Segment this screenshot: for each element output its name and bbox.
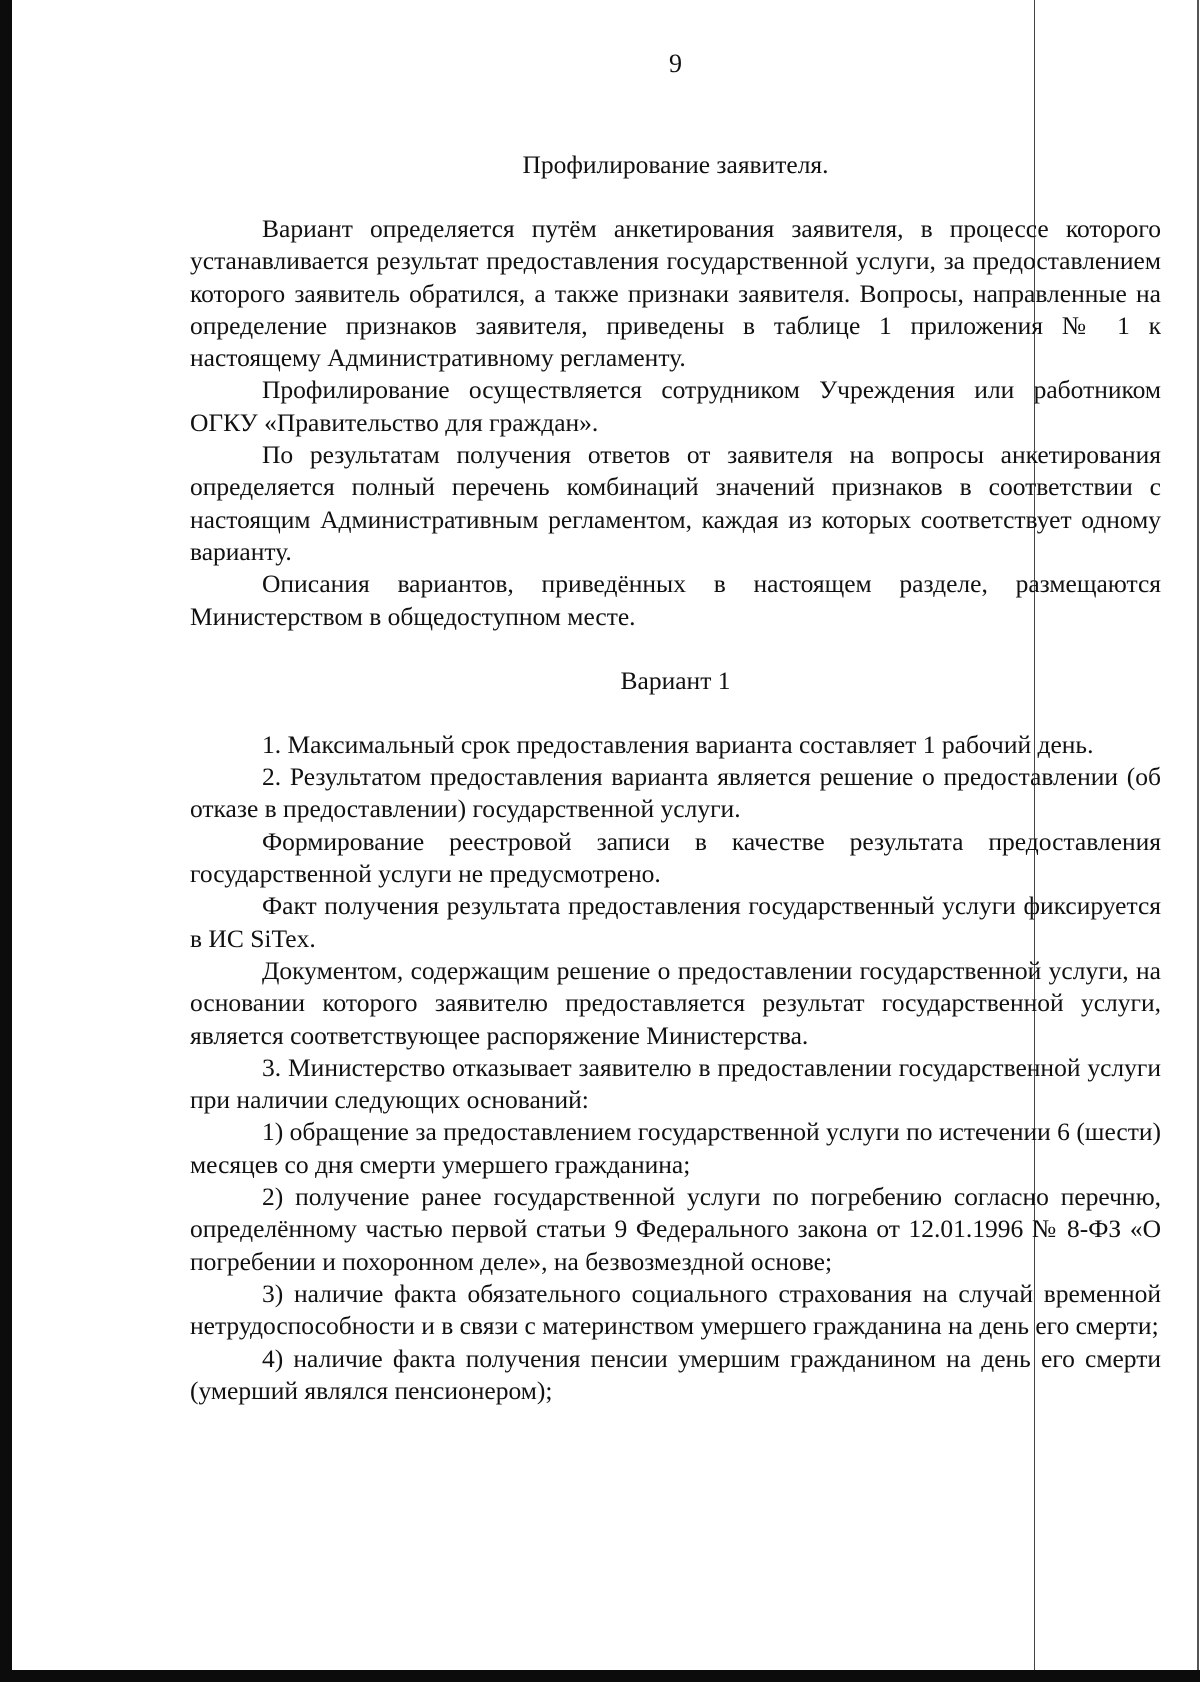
section-title: Профилирование заявителя. — [522, 150, 829, 179]
variant-paragraph-6: 3. Министерство отказывает заявителю в предоставлении государственной услуги при наличии следующих оснований: — [190, 1052, 1161, 1115]
variant-paragraph-4: Факт получения результата предоставления государственный услуги фиксируется в ИС SiTex. — [190, 891, 1161, 953]
page-number: 9 — [669, 49, 682, 78]
refusal-ground-2: 2) получение ранее государственной услуги по погребению согласно перечню, определённому частью первой статьи 9 Федерального закона от 12.01.1996 № 8-ФЗ «О погребении и похоронном деле», на безвозмездной основе; — [190, 1182, 1161, 1276]
variant-paragraph-1: 1. Максимальный срок предоставления варианта составляет 1 рабочий день. — [262, 729, 1094, 759]
profiling-paragraph-3: По результатам получения ответов от заявителя на вопросы анкетирования определяется полный перечень комбинаций значений признаков в соответствии с настоящим Административным регламентом, каждая из которых соответствует одному варианту. — [190, 440, 1161, 566]
refusal-ground-1: 1) обращение за предоставлением государственной услуги по истечении 6 (шести) месяцев со дня смерти умершего гражданина; — [190, 1117, 1161, 1179]
variant-paragraph-5: Документом, содержащим решение о предоставлении государственной услуги, на основании которого заявителю предоставляется результат государственной услуги, является соответствующее распоряжение Министерства. — [190, 955, 1161, 1050]
refusal-ground-4: 4) наличие факта получения пенсии умершим гражданином на день его смерти (умерший являлся пенсионером); — [190, 1343, 1161, 1405]
scan-edge-bottom — [0, 1670, 1200, 1682]
variant-section — [190, 729, 1161, 1407]
scan-fold-line-right — [1197, 0, 1199, 1682]
variant-title: Вариант 1 — [620, 665, 731, 695]
profiling-paragraph-2: Профилирование осуществляется сотрудником Учреждения или работником ОГКУ «Правительство для граждан». — [190, 375, 1161, 437]
scan-edge-left — [0, 0, 12, 1682]
document-page — [190, 48, 1161, 1407]
refusal-ground-3: 3) наличие факта обязательного социального страхования на случай временной нетрудоспособности и в связи с материнством умершего гражданина на день его смерти; — [190, 1278, 1161, 1341]
profiling-paragraph-4: Описания вариантов, приведённых в настоящем разделе, размещаются Министерством в общедоступном месте. — [190, 569, 1161, 631]
variant-paragraph-2: 2. Результатом предоставления варианта является решение о предоставлении (об отказе в предоставлении) государственной услуги. — [190, 762, 1161, 824]
profiling-paragraph-1: Вариант определяется путём анкетирования заявителя, в процессе которого устанавливается результат предоставления государственной услуги, за предоставлением которого заявитель обратился, а также признаки заявителя. Вопросы, направленные на определение признаков заявителя, приведены в таблице 1 приложения № 1 к настоящему Административному регламенту. — [190, 214, 1161, 373]
profiling-section — [190, 213, 1161, 633]
variant-paragraph-3: Формирование реестровой записи в качестве результата предоставления государственной услуги не предусмотрено. — [190, 826, 1161, 889]
